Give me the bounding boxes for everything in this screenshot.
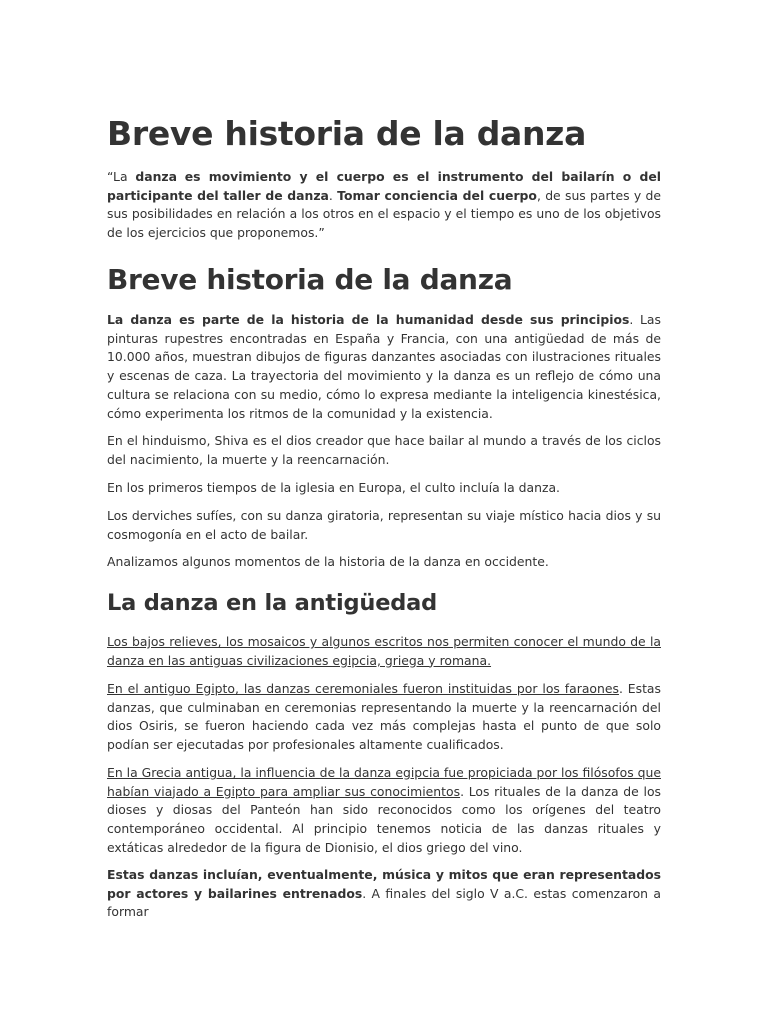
history-paragraph-5: Analizamos algunos momentos de la historia de la danza en occidente.: [107, 554, 549, 569]
history-p1-bold: La danza es parte de la historia de la humanidad desde sus principios: [107, 312, 630, 327]
antiquity-paragraph-1: [107, 633, 661, 670]
history-p1-text: . Las pinturas rupestres encontradas en España y Francia, con una antigüedad de más de 10.000 años, muestran dibujos de figuras danzantes asociadas con ilustraciones rituales y escenas de caza. La trayectoria del movimiento y la danza es un reflejo de cómo una cultura se relaciona con su medio, cómo lo expresa mediante la inteligencia kinestésica, cómo experimenta los ritmos de la comunidad y la existencia.: [107, 312, 661, 421]
intro-bold-conciencia: Tomar conciencia del cuerpo: [337, 187, 537, 203]
intro-bold-definition: es movimiento y el cuerpo es el instrumento del bailarín o del participante del taller de danza: [107, 169, 661, 203]
history-paragraph-4: Los derviches sufíes, con su danza giratoria, representan su viaje místico hacia dios y su cosmogonía en el acto de bailar.: [107, 508, 661, 542]
antiquity-p3-text: . Los rituales de la danza de los dioses y diosas del Panteón han sido reconocidos como los orígenes del teatro contemporáneo occidental. Al principio tenemos noticia de las danzas rituales y extáticas alrededor de la figura de Dionisio, el dios griego del vino.: [107, 783, 661, 855]
antiquity-p1-link[interactable]: Los bajos relieves, los mosaicos y algunos escritos nos permiten conocer el mundo de la danza en las antiguas civilizaciones egipcia, griega y romana.: [107, 634, 661, 668]
intro-text-1: [177, 169, 185, 184]
section-heading-history: Breve historia de la danza: [107, 263, 513, 296]
intro-text-2: .: [328, 187, 338, 203]
page-title: Breve historia de la danza: [107, 114, 587, 153]
antiquity-p4-text: . A finales del siglo V a.C. estas comenzaron a formar: [107, 885, 661, 920]
history-paragraph-2: En el hinduismo, Shiva es el dios creador que hace bailar al mundo a través de los ciclos del nacimiento, la muerte y la reencarnación.: [107, 433, 661, 467]
intro-paragraph: [107, 168, 661, 243]
antiquity-p2-text: . Estas danzas, que culminaban en ceremonias representando la muerte y la reencarnación del dios Osiris, se fueron haciendo cada vez más complejas hasta el punto de que solo podían ser ejecutadas por profesionales altamente cualificados.: [107, 681, 661, 753]
antiquity-p3-link[interactable]: En la Grecia antigua, la influencia de la danza egipcia fue propiciada por los filósofos que habían viajado a Egipto para ampliar sus conocimientos: [107, 765, 661, 799]
history-paragraph-1: [107, 311, 661, 423]
intro-open-quote: “La: [107, 169, 136, 184]
intro-bold-danza: danza: [135, 169, 177, 184]
antiquity-p4-bold: Estas danzas incluían, eventualmente, música y mitos que eran representados por actores y bailarines entrenados: [107, 867, 661, 901]
intro-text-3: , de sus partes y de sus posibilidades en relación a los otros en el espacio y el tiempo es uno de los objetivos de los ejercicios que proponemos.”: [107, 187, 661, 241]
antiquity-paragraph-3: [107, 764, 661, 858]
history-paragraph-3: En los primeros tiempos de la iglesia en Europa, el culto incluía la danza.: [107, 480, 560, 495]
antiquity-paragraph-4: [107, 866, 661, 922]
antiquity-paragraph-2: [107, 680, 661, 755]
section-heading-antiquity: La danza en la antigüedad: [107, 590, 438, 616]
antiquity-p2-link[interactable]: En el antiguo Egipto, las danzas ceremoniales fueron instituidas por los faraones: [107, 681, 619, 696]
